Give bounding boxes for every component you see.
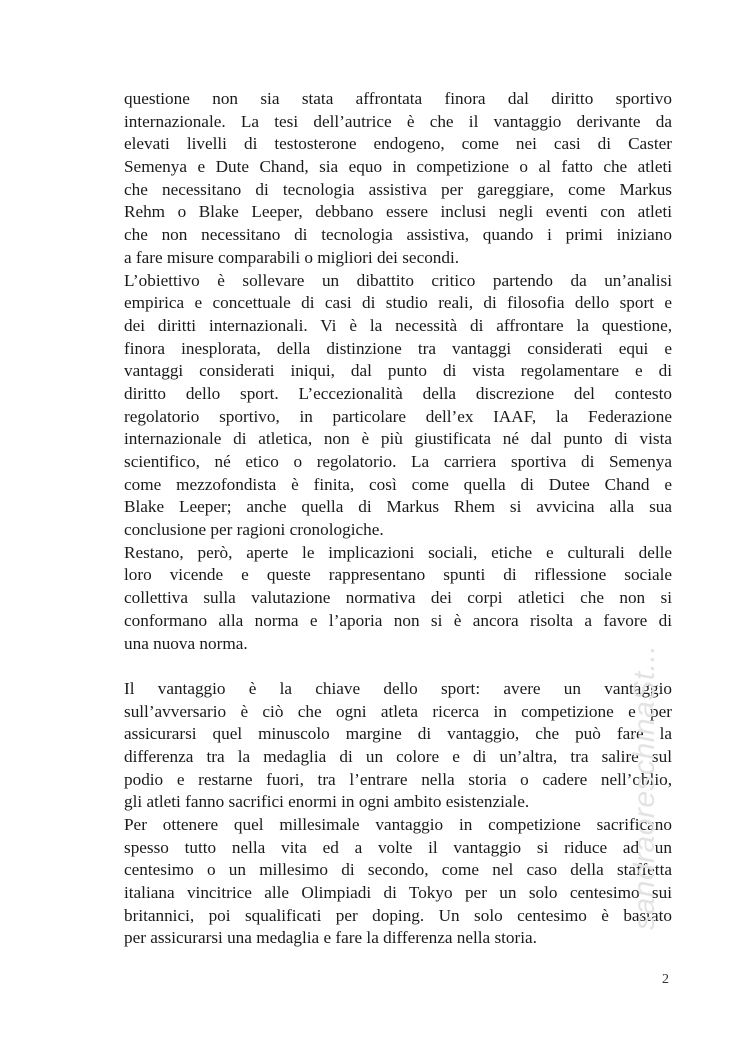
text-line: Per ottenere quel millesimale vantaggio in competizione sacrificano bbox=[124, 815, 672, 834]
text-line: Restano, però, aperte le implicazioni sociali, etiche e culturali delle bbox=[124, 542, 672, 562]
text-line: Rehm o Blake Leeper, debbano essere inclusi negli eventi con atleti bbox=[124, 202, 672, 222]
text-line: L’obiettivo è sollevare un dibattito critico partendo da un’analisi bbox=[124, 270, 672, 290]
text-line: dei diritti internazionali. Vi è la necessità di affrontare la questione, bbox=[124, 315, 672, 335]
text-line: Blake Leeper; anche quella di Markus Rhem si avvicina alla sua bbox=[124, 497, 672, 517]
text-line: differenza tra la medaglia di un colore e di un’altra, tra salire sul bbox=[124, 746, 672, 766]
text-line: a fare misure comparabili o migliori dei secondi. bbox=[124, 247, 460, 267]
text-line: scientifico, né etico o regolatorio. La carriera sportiva di Semenya bbox=[124, 452, 672, 471]
text-line: che necessitano di tecnologia assistiva per gareggiare, come Markus bbox=[124, 179, 672, 199]
paragraph-1 bbox=[124, 88, 672, 270]
text-line: Semenya e Dute Chand, sia equo in competizione o al fatto che atleti bbox=[124, 157, 672, 177]
text-line: internazionale. La tesi dell’autrice è che il vantaggio derivante da bbox=[124, 111, 672, 131]
text-line: per assicurarsi una medaglia e fare la differenza nella storia. bbox=[124, 928, 537, 948]
watermark: sandraoreschinaSt... bbox=[628, 644, 661, 930]
text-line: come mezzofondista è finita, così come quella di Dutee Chand e bbox=[124, 474, 672, 494]
text-line: centesimo o un millesimo di secondo, come nel caso della staffetta bbox=[124, 860, 672, 880]
text-line: diritto dello sport. L’eccezionalità della discrezione del contesto bbox=[124, 383, 672, 403]
text-line: finora inesplorata, della distinzione tra vantaggi considerati equi e bbox=[124, 338, 672, 358]
body-text bbox=[124, 88, 672, 950]
text-line: italiana vincitrice alle Olimpiadi di Tokyo per un solo centesimo sui bbox=[124, 883, 672, 903]
text-line: collettiva sulla valutazione normativa dei corpi atletici che non si bbox=[124, 588, 672, 608]
text-line: podio e restarne fuori, tra l’entrare nella storia o cadere nell’oblio, bbox=[124, 769, 672, 789]
text-line: regolatorio sportivo, in particolare dell’ex IAAF, la Federazione bbox=[124, 406, 672, 426]
text-line: assicurarsi quel minuscolo margine di vantaggio, che può fare la bbox=[124, 724, 672, 744]
paragraph-3 bbox=[124, 542, 672, 655]
text-line: che non necessitano di tecnologia assistiva, quando i primi iniziano bbox=[124, 225, 672, 245]
text-line: britannici, poi squalificati per doping. Un solo centesimo è bastato bbox=[124, 905, 672, 925]
text-line: Il vantaggio è la chiave dello sport: avere un vantaggio bbox=[124, 678, 672, 698]
text-line: loro vicende e queste rappresentano spunti di riflessione sociale bbox=[124, 565, 672, 585]
text-line: empirica e concettuale di casi di studio reali, di filosofia dello sport e bbox=[124, 293, 672, 313]
page-number: 2 bbox=[662, 972, 669, 987]
text-line: questione non sia stata affrontata finora dal diritto sportivo bbox=[124, 89, 672, 108]
text-line: elevati livelli di testosterone endogeno, come nei casi di Caster bbox=[124, 134, 672, 154]
text-line: conformano alla norma e l’aporia non si è ancora risolta a favore di bbox=[124, 610, 672, 630]
paragraph-4 bbox=[124, 678, 672, 814]
text-line: gli atleti fanno sacrifici enormi in ogni ambito esistenziale. bbox=[124, 792, 530, 812]
text-line: una nuova norma. bbox=[124, 633, 248, 653]
paragraph-2 bbox=[124, 270, 672, 542]
paragraph-spacer bbox=[124, 655, 672, 678]
text-line: vantaggi considerati iniqui, dal punto di vista regolamentare e di bbox=[124, 361, 672, 381]
text-line: sull’avversario è ciò che ogni atleta ricerca in competizione e per bbox=[124, 701, 672, 721]
text-line: spesso tutto nella vita ed a volte il vantaggio si riduce ad un bbox=[124, 837, 672, 857]
paragraph-5 bbox=[124, 814, 672, 950]
text-line: conclusione per ragioni cronologiche. bbox=[124, 520, 384, 540]
text-line: internazionale di atletica, non è più giustificata né dal punto di vista bbox=[124, 429, 672, 449]
